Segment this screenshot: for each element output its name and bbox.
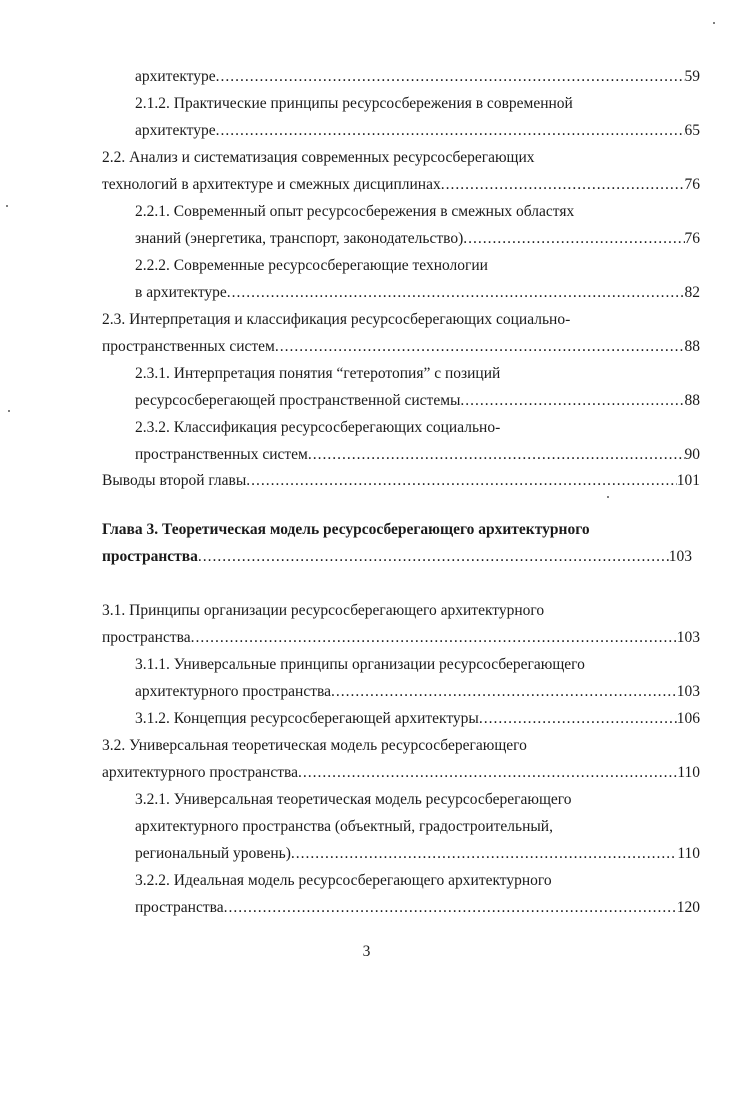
toc-entry-text: архитектуре bbox=[135, 68, 216, 85]
toc-line bbox=[135, 278, 700, 302]
toc-entry-text: 3.2.1. Универсальная теоретическая модель ресурсосберегающего bbox=[135, 791, 572, 808]
dot-leader bbox=[308, 446, 685, 464]
toc-entry-text: 3.1. Принципы организации ресурсосберегающего архитектурного bbox=[102, 602, 545, 619]
toc-entry-text: 2.2.2. Современные ресурсосберегающие технологии bbox=[135, 257, 488, 274]
toc-entry-text: 2.3.2. Классификация ресурсосберегающих социально- bbox=[135, 419, 501, 436]
toc-entry-text: в архитектуре bbox=[135, 284, 227, 301]
toc-line bbox=[102, 305, 700, 329]
toc-page-number: 90 bbox=[684, 446, 700, 463]
dot-leader bbox=[216, 68, 685, 86]
toc-entry-text: Выводы второй главы bbox=[102, 472, 247, 489]
toc-entry-text: 3.1.1. Универсальные принципы организации ресурсосберегающего bbox=[135, 656, 585, 673]
toc-entry-text: 2.1.2. Практические принципы ресурсосбережения в современной bbox=[135, 95, 573, 112]
dot-leader bbox=[441, 176, 685, 194]
dot-leader bbox=[198, 548, 669, 566]
toc-entry-text: 2.3. Интерпретация и классификация ресурсосберегающих социально- bbox=[102, 311, 571, 328]
toc-page-number: 103 bbox=[676, 629, 700, 646]
toc-line bbox=[102, 170, 700, 194]
toc-line bbox=[135, 116, 700, 140]
toc-line bbox=[135, 650, 700, 674]
toc-page-number: 65 bbox=[684, 122, 700, 139]
toc-line bbox=[135, 839, 700, 863]
toc-line bbox=[102, 623, 700, 647]
toc-entry-text: архитектурного пространства bbox=[102, 764, 298, 781]
dot-leader bbox=[216, 122, 685, 140]
toc-entry-text: знаний (энергетика, транспорт, законодательство) bbox=[135, 230, 464, 247]
dot-leader bbox=[463, 230, 684, 248]
toc-entry-text: технологий в архитектуре и смежных дисциплинах bbox=[102, 176, 441, 193]
toc-page-number: 120 bbox=[676, 899, 700, 916]
toc-entry-text: пространства bbox=[102, 629, 191, 646]
toc-entry-text: 3.2. Универсальная теоретическая модель ресурсосберегающего bbox=[102, 737, 527, 754]
dot-leader bbox=[331, 683, 677, 701]
scan-speck bbox=[713, 22, 715, 24]
dot-leader bbox=[275, 338, 685, 356]
toc-page-number: 82 bbox=[684, 284, 700, 301]
toc-line bbox=[102, 332, 700, 356]
toc-entry-text: архитектурного пространства (объектный, градостроительный, bbox=[135, 818, 553, 835]
toc-line bbox=[135, 62, 700, 86]
toc-entry-text: 2.2. Анализ и систематизация современных ресурсосберегающих bbox=[102, 149, 535, 166]
toc-line bbox=[135, 866, 700, 890]
toc-entry-text: Глава 3. Теоретическая модель ресурсосберегающего архитектурного bbox=[102, 521, 590, 538]
toc-line bbox=[102, 143, 700, 167]
toc-entry-text: пространственных систем bbox=[102, 338, 275, 355]
scan-speck bbox=[8, 410, 10, 412]
toc-entry-text: 3.2.2. Идеальная модель ресурсосберегающего архитектурного bbox=[135, 872, 552, 889]
toc-line bbox=[135, 413, 700, 437]
toc-entry-text: пространства bbox=[135, 899, 224, 916]
toc-line bbox=[135, 89, 700, 113]
toc-line bbox=[102, 596, 700, 620]
dot-leader bbox=[246, 472, 676, 490]
chapter-heading-line bbox=[102, 542, 692, 566]
toc-page-number: 88 bbox=[684, 392, 700, 409]
toc-line bbox=[135, 386, 700, 410]
toc-entry-text: 2.3.1. Интерпретация понятия “гетеротопия” с позиций bbox=[135, 365, 501, 382]
toc-entry-text: ресурсосберегающей пространственной системы bbox=[135, 392, 461, 409]
dot-leader bbox=[227, 284, 685, 302]
toc-entry-text: 3.1.2. Концепция ресурсосберегающей архитектуры bbox=[135, 710, 479, 727]
toc-line bbox=[135, 224, 700, 248]
toc-line bbox=[135, 704, 700, 728]
toc-line bbox=[135, 893, 700, 917]
toc-entry-text: региональный уровень) bbox=[135, 845, 291, 862]
toc-page-number: 76 bbox=[684, 230, 700, 247]
dot-leader bbox=[224, 899, 677, 917]
toc-line bbox=[135, 812, 700, 836]
toc-page-number: 59 bbox=[684, 68, 700, 85]
toc-line bbox=[135, 251, 700, 275]
toc-entry-text: архитектуре bbox=[135, 122, 216, 139]
toc-page-number: 110 bbox=[677, 845, 700, 862]
toc-page-number: 101 bbox=[676, 472, 700, 489]
dot-leader bbox=[191, 629, 677, 647]
chapter-heading-line bbox=[102, 515, 700, 539]
toc-line bbox=[102, 758, 700, 782]
toc-entry-text: архитектурного пространства bbox=[135, 683, 331, 700]
toc-page-number: 110 bbox=[677, 764, 700, 781]
toc-page-number: 103 bbox=[676, 683, 700, 700]
dot-leader bbox=[460, 392, 684, 410]
toc-line bbox=[102, 466, 700, 490]
toc-line bbox=[135, 197, 700, 221]
toc-line bbox=[135, 359, 700, 383]
page-number: 3 bbox=[362, 943, 371, 960]
toc-entry-text: пространственных систем bbox=[135, 446, 308, 463]
toc-line bbox=[135, 677, 700, 701]
toc-line bbox=[135, 440, 700, 464]
toc-page-number: 106 bbox=[676, 710, 700, 727]
toc-line bbox=[135, 785, 700, 809]
dot-leader bbox=[298, 764, 677, 782]
dot-leader bbox=[479, 710, 677, 728]
scan-speck bbox=[6, 205, 8, 207]
toc-page-number: 103 bbox=[668, 548, 692, 565]
toc-page-number: 88 bbox=[684, 338, 700, 355]
dot-leader bbox=[291, 845, 677, 863]
toc-page-number: 76 bbox=[684, 176, 700, 193]
scan-speck bbox=[607, 496, 609, 498]
toc-line bbox=[102, 731, 700, 755]
toc-entry-text: 2.2.1. Современный опыт ресурсосбережения в смежных областях bbox=[135, 203, 575, 220]
toc-entry-text: пространства bbox=[102, 548, 198, 565]
